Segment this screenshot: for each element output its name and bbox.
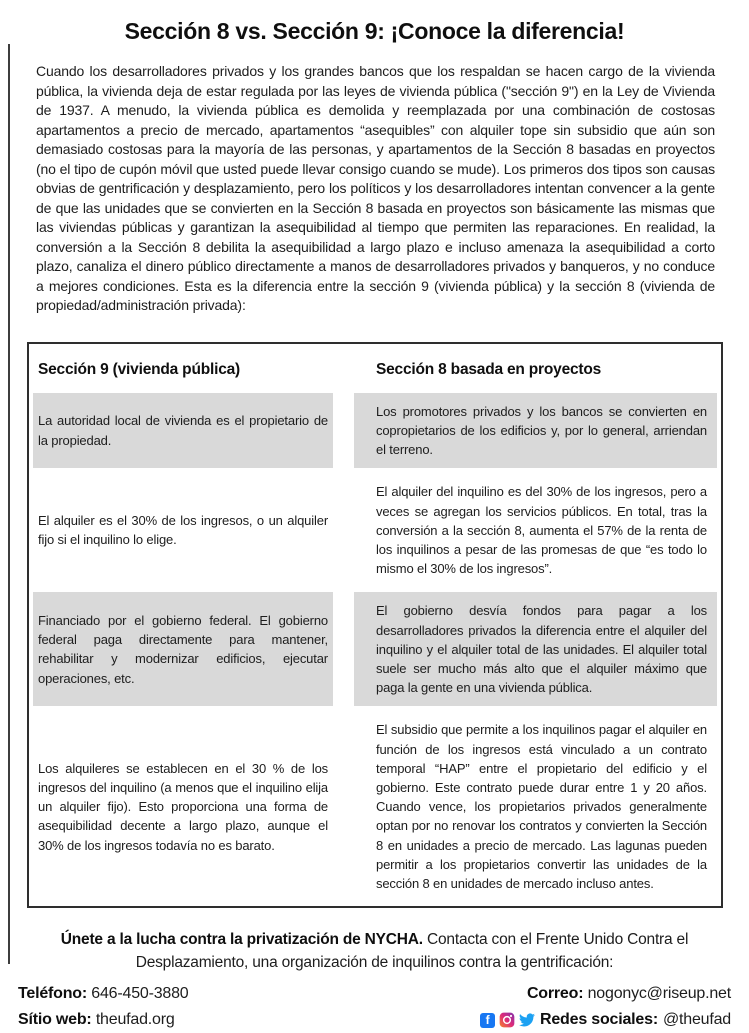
social-line	[480, 1007, 731, 1033]
website-line	[18, 1007, 189, 1033]
table-header-row	[33, 348, 717, 388]
table-cell-text: El alquiler es el 30% de los ingresos, o un alquiler fijo si el inquilino lo elige.	[38, 513, 328, 548]
instagram-icon	[499, 1012, 515, 1028]
table-cell-affordability-seccion8	[354, 711, 717, 902]
table-cell-text: Los promotores privados y los bancos se convierten en copropietarios de los edificios y, por lo general, arriendan el terreno.	[376, 403, 707, 458]
contact-right-column	[480, 981, 731, 1033]
phone-line	[18, 981, 189, 1007]
table-row-funding	[33, 592, 717, 706]
table-cell-text: El subsidio que permite a los inquilinos pagar el alquiler en función de los ingresos está vinculado a un contrato temporal “HAP” entre el propietario del edificio y el gobierno. Este contrato puede durar entre 1 y 20 años. Cuando vence, los propietarios privados generalmente optan por no renovar los contratos y convierten la Sección 8 en unidades a precio de mercado. Las lagunas pueden permitir a los propietarios convertir las unidades de la sección 8 en unidades de mercado incluso antes.	[376, 722, 707, 891]
table-cell-ownership-seccion8	[354, 393, 717, 469]
email-line	[480, 981, 731, 1007]
table-cell-text: El gobierno desvía fondos para pagar a los desarrolladores privados la diferencia entre el alquiler del inquilino y el alquiler total de las unidades. El alquiler total suele ser mucho más alto que el alquiler máximo que paga la gente en una vivienda pública.	[376, 603, 707, 696]
phone-value: 646-450-3880	[91, 985, 189, 1003]
twitter-icon	[519, 1012, 535, 1028]
table-header-seccion-8-label: Sección 8 basada en proyectos	[376, 360, 602, 378]
table-row-rent	[33, 473, 717, 587]
website-value: theufad.org	[95, 1011, 175, 1029]
social-icons	[480, 1012, 535, 1028]
footer-contact	[18, 981, 731, 1033]
table-cell-funding-seccion8	[354, 592, 717, 706]
footer-cta-bold: Únete a la lucha contra la privatización de NYCHA.	[60, 931, 423, 949]
table-header-seccion-9	[33, 348, 333, 388]
email-value: nogonyc@riseup.net	[587, 985, 731, 1003]
footer-cta-rest: Contacta con el Frente Unido Contra el Desplazamiento, una organización de inquilinos contra la gentrificación:	[135, 931, 689, 971]
footer-cta	[42, 929, 707, 974]
contact-left-column	[18, 981, 189, 1033]
website-label: Sítio web:	[18, 1011, 92, 1029]
facebook-icon: f	[480, 1013, 495, 1028]
table-cell-text: Financiado por el gobierno federal. El gobierno federal paga directamente para mantener, rehabilitar y modernizar edificios, ejecutar operaciones, etc.	[38, 612, 328, 686]
table-header-seccion-8	[354, 348, 717, 388]
intro-paragraph: Cuando los desarrolladores privados y los grandes bancos que los respaldan se hacen cargo de la vivienda pública, la vivienda deja de estar regulada por las leyes de vivienda pública ("sección 9") en la Ley de Vivienda de 1937. A menudo, la vivienda pública es demolida y reemplazada por una combinación de costosas apartamentos a precio de mercado, apartamentos “asequibles” con alquiler tope sin subsidio que aún son demasiado costosas para la mayoría de las personas, y apartamentos de la Sección 8 basadas en proyectos (no el tipo de cupón móvil que usted puede llevar consigo cuando se mude). Los primeros dos tipos son causas obvias de gentrificación y desplazamiento, pero los políticos y los desarrolladores intentan convencer a la gente de que las unidades que se convierten en la Sección 8 basada en proyectos son básicamente las mismas que las viviendas públicas y garantizan la asequibilidad al tiempo que permiten las reparaciones. En realidad, la conversión a la Sección 8 debilita la asequibilidad a largo plazo e incluso amenaza la asequibilidad a corto plazo, canaliza el dinero público directamente a manos de desarrolladores privados y banqueros, y no conduce a mejores condiciones. Esta es la diferencia entre la sección 9 (vivienda pública) y la sección 8 (vivienda de propiedad/administración privada):	[36, 63, 715, 313]
page-title: Sección 8 vs. Sección 9: ¡Conoce la diferencia!	[124, 18, 625, 44]
table-row-affordability	[33, 711, 717, 902]
table-cell-text: Los alquileres se establecen en el 30 % de los ingresos del inquilino (a menos que el inquilino elija un alquiler fijo). Esto proporciona una forma de asequibilidad decente a largo plazo, aunque el 30% de los ingresos todavía no es barato.	[38, 760, 328, 853]
table-cell-text: La autoridad local de vivienda es el propietario de la propiedad.	[38, 413, 328, 448]
table-cell-funding-seccion9	[33, 592, 333, 706]
email-label: Correo:	[526, 985, 584, 1003]
table-cell-text: El alquiler del inquilino es del 30% de los ingresos, pero a veces se agregan los servicios públicos. En total, tras la conversión a la sección 8, aumenta el 57% de la renta de los inquilinos a pesar de las promesas de que “es todo lo mismo el 30% de los ingresos”.	[376, 484, 707, 577]
comparison-table	[27, 342, 723, 909]
table-cell-ownership-seccion9	[33, 393, 333, 469]
table-row-ownership	[33, 393, 717, 469]
phone-label: Teléfono:	[18, 985, 88, 1003]
scan-artifact-line	[8, 44, 10, 964]
table-cell-affordability-seccion9	[33, 711, 333, 902]
table-cell-rent-seccion9	[33, 473, 333, 587]
social-label: Redes sociales:	[540, 1011, 658, 1029]
table-cell-rent-seccion8	[354, 473, 717, 587]
social-handle: @theufad	[662, 1011, 731, 1029]
table-header-seccion-9-label: Sección 9 (vivienda pública)	[38, 360, 240, 378]
